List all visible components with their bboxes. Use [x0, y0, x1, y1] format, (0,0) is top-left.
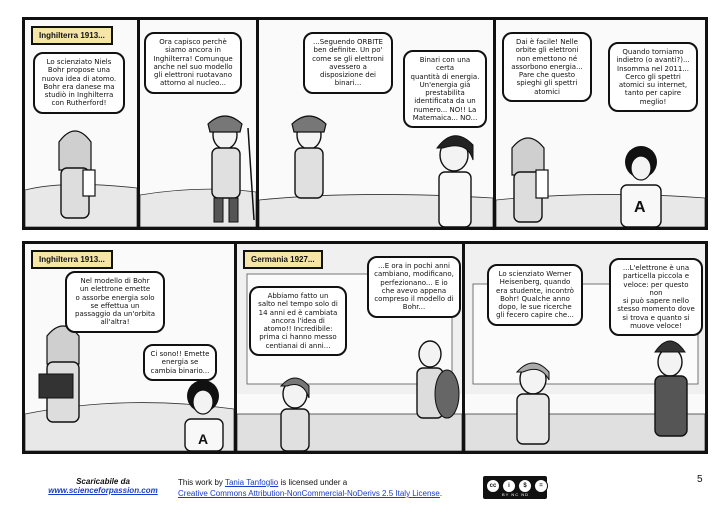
license-prefix: This work by: [178, 478, 225, 487]
speech-bubble: Abbiamo fatto un salto nel tempo solo di 14 anni ed è cambiata ancora l'idea di atomo!! Incredibile: prima ci hanno messo centianai di anni...: [249, 286, 347, 356]
by-icon: i: [502, 479, 516, 493]
speech-bubble: Ci sono!! Emette energia se cambia binario...: [143, 344, 217, 381]
speech-bubble: Dai è facile! Nelle orbite gli elettroni non emettono né assorbono energia... Pare che questo spieghi gli spettri atomici: [502, 32, 592, 102]
strip1-panel1: [25, 20, 137, 227]
badge-labels: BY NC ND: [502, 492, 530, 497]
comic-strip-2: [22, 241, 708, 454]
license-text: [178, 477, 442, 499]
panel-caption: Germania 1927...: [243, 250, 323, 269]
author-link[interactable]: Tania Tanfoglio: [224, 478, 279, 487]
speech-bubble: ...E ora in pochi anni cambiano, modificano, perfezionano... E io che avevo appena compreso il modello di Bohr...: [367, 256, 461, 318]
panel-caption: Inghilterra 1913...: [31, 250, 113, 269]
strip2-panel2: [237, 244, 462, 451]
credit-text: Scaricabile da: [76, 477, 130, 486]
license-end: .: [439, 489, 443, 498]
license-mid: is licensed under a: [278, 478, 348, 487]
site-link[interactable]: www.scienceforpassion.com: [48, 486, 158, 495]
speech-bubble: Binari con una certa quantità di energia. Un'energia già prestabilita identificata da un numero... NO!! La Matemaica... NO...: [403, 50, 487, 128]
strip2-panel3: [465, 244, 705, 451]
strip2-panel1: [25, 244, 234, 451]
speech-bubble: ...L'elettrone è una particella piccola e veloce: per questo non si può sapere nello stesso momento dove si trova e quanto si muove veloce!: [609, 258, 703, 336]
strip1-panel3: [259, 20, 493, 227]
speech-bubble: Nel modello di Bohr un elettrone emette o assorbe energia solo se effettua un passaggio da un'orbita all'altra!: [65, 271, 165, 333]
license-link[interactable]: Creative Commons Attribution-NonCommercial-NoDerivs 2.5 Italy License: [178, 489, 440, 498]
panel-caption: Inghilterra 1913...: [31, 26, 113, 45]
svg-text:A: A: [634, 199, 646, 216]
speech-bubble: ...Seguendo ORBITE ben definite. Un po' come se gli elettroni avessero a disposizione dei binari...: [303, 32, 393, 94]
cc-license-badge[interactable]: [483, 476, 547, 499]
nd-icon: =: [534, 479, 548, 493]
speech-bubble: Ora capisco perchè siamo ancora in Inghilterra! Comunque anche nel suo modello gli elettroni ruotavano attorno al nucleo...: [144, 32, 242, 94]
cc-icon: cc: [486, 479, 500, 493]
comic-strip-1: [22, 17, 708, 230]
download-credit: [38, 477, 168, 495]
page-number: 5: [697, 474, 703, 485]
speech-bubble: Lo scienziato Werner Heisenberg, quando era studente, incontrò Bohr! Qualche anno dopo, le sue ricerche gli fecero capire che...: [487, 264, 583, 326]
strip1-panel4: [496, 20, 705, 227]
svg-text:A: A: [198, 431, 209, 447]
strip1-panel2: [140, 20, 256, 227]
nc-icon: $: [518, 479, 532, 493]
speech-bubble: Lo scienziato Niels Bohr propose una nuova idea di atomo. Bohr era danese ma studiò in Inghilterra con Rutherford!: [33, 52, 125, 114]
speech-bubble: Quando torniamo indietro (o avanti?)... Insomma nel 2011... Cerco gli spettri atomici su internet, tanto per capire meglio!: [608, 42, 698, 112]
